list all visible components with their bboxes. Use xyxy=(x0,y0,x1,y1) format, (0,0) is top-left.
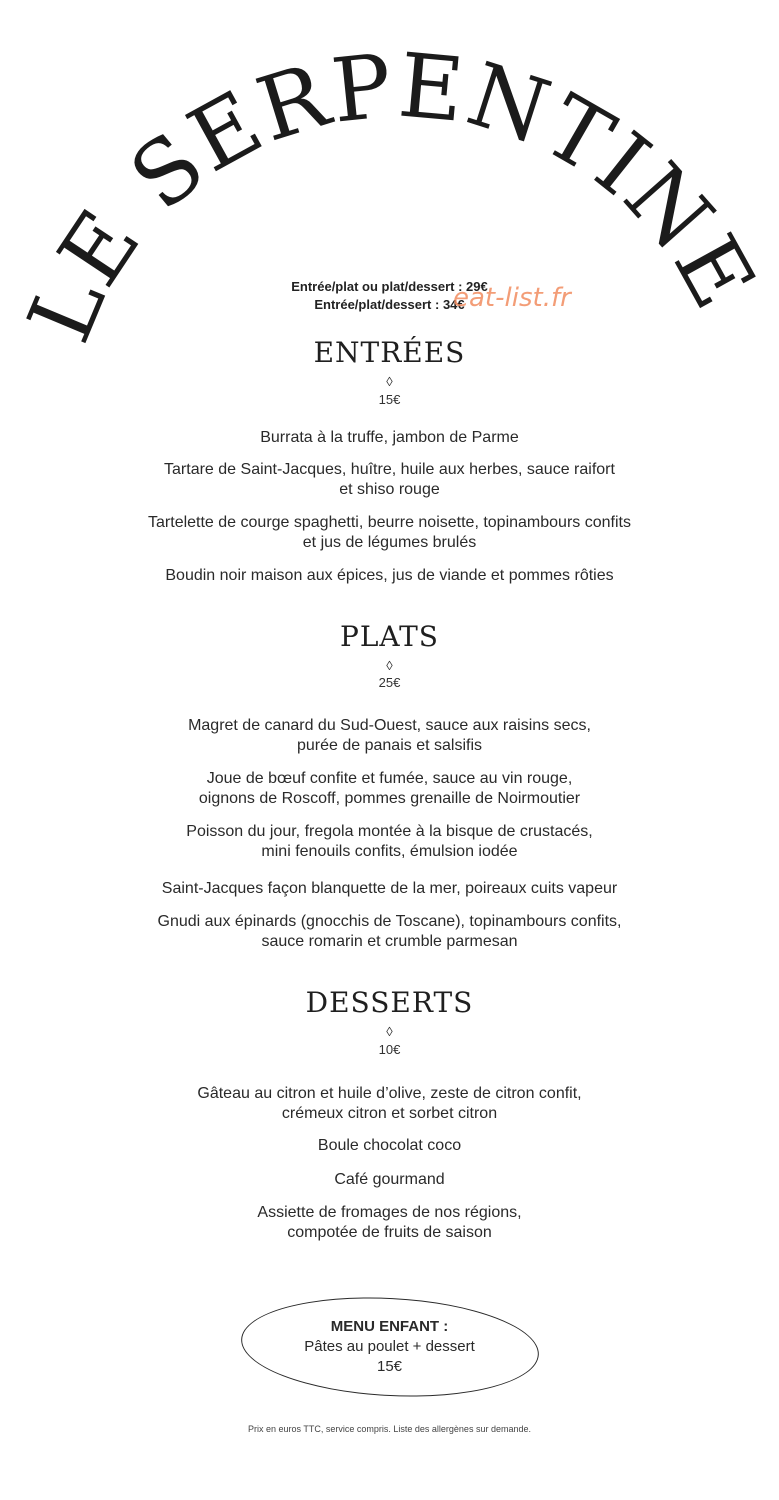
menu-item-line: crémeux citron et sorbet citron xyxy=(281,1105,498,1122)
menu-item-line: Tartare de Saint-Jacques, huître, huile aux herbes, sauce raifort xyxy=(164,461,615,478)
menu-item xyxy=(60,1136,719,1156)
menu-item-line: Joue de bœuf confite et fumée, sauce au vin rouge, xyxy=(206,770,573,787)
menu-enfant-description: Pâtes au poulet + dessert xyxy=(304,1338,475,1355)
footnote: Prix en euros TTC, service compris. Liste des allergènes sur demande. xyxy=(248,1424,531,1434)
section-price-entrees: 15€ xyxy=(378,392,401,407)
formula-line-2: Entrée/plat/dessert : 34€ xyxy=(314,297,465,312)
menu-item xyxy=(60,769,719,809)
section-title-entrees: ENTRÉES xyxy=(313,336,466,369)
menu-item-line: Burrata à la truffe, jambon de Parme xyxy=(260,429,519,446)
diamond-separator-icon: ◊ xyxy=(386,658,393,673)
section-price-plats: 25€ xyxy=(378,675,401,690)
menu-item xyxy=(60,1203,719,1243)
diamond-separator-icon: ◊ xyxy=(386,1024,393,1039)
menu-item-line: et shiso rouge xyxy=(339,481,440,498)
section-title-desserts: DESSERTS xyxy=(305,986,474,1019)
menu-item xyxy=(60,566,719,586)
menu-item xyxy=(60,460,719,500)
menu-item-line: compotée de fruits de saison xyxy=(287,1224,492,1241)
menu-item-line: Boudin noir maison aux épices, jus de viande et pommes rôties xyxy=(165,567,614,584)
menu-item-line: purée de panais et salsifis xyxy=(297,737,482,754)
menu-item xyxy=(60,1084,719,1124)
menu-item-line: oignons de Roscoff, pommes grenaille de Noirmoutier xyxy=(198,790,581,807)
menu-item-line: mini fenouils confits, émulsion iodée xyxy=(261,843,518,860)
menu-item xyxy=(60,822,719,862)
menu-item-line: Poisson du jour, fregola montée à la bisque de crustacés, xyxy=(186,823,593,840)
menu-item-line: Saint-Jacques façon blanquette de la mer, poireaux cuits vapeur xyxy=(161,880,618,897)
menu-item xyxy=(60,912,719,952)
menu-item-line: Gnudi aux épinards (gnocchis de Toscane), topinambours confits, xyxy=(157,913,622,930)
menu-item xyxy=(60,716,719,756)
section-price-desserts: 10€ xyxy=(378,1042,401,1057)
restaurant-name: LE SERPENTINE xyxy=(7,33,777,356)
menu-item-line: Boule chocolat coco xyxy=(317,1137,462,1154)
menu-item xyxy=(60,428,719,448)
watermark: eat-list.fr xyxy=(453,283,571,313)
menu-item-line: sauce romarin et crumble parmesan xyxy=(261,933,518,950)
diamond-separator-icon: ◊ xyxy=(386,374,393,389)
formula-line-1: Entrée/plat ou plat/dessert : 29€ xyxy=(291,279,488,294)
menu-enfant-title: MENU ENFANT : xyxy=(330,1318,449,1335)
menu-item-line: Magret de canard du Sud-Ouest, sauce aux raisins secs, xyxy=(188,717,591,734)
menu-item xyxy=(60,879,719,899)
menu-item xyxy=(60,1170,719,1190)
menu-item-line: Café gourmand xyxy=(334,1171,445,1188)
menu-item-line: Gâteau au citron et huile d’olive, zeste de citron confit, xyxy=(197,1085,582,1102)
menu-item-line: et jus de légumes brulés xyxy=(302,534,477,551)
menu-item-line: Tartelette de courge spaghetti, beurre noisette, topinambours confits xyxy=(148,514,631,531)
menu-item-line: Assiette de fromages de nos régions, xyxy=(257,1204,522,1221)
section-title-plats: PLATS xyxy=(340,620,439,653)
menu-enfant-price: 15€ xyxy=(376,1358,403,1375)
menu-item xyxy=(60,513,719,553)
